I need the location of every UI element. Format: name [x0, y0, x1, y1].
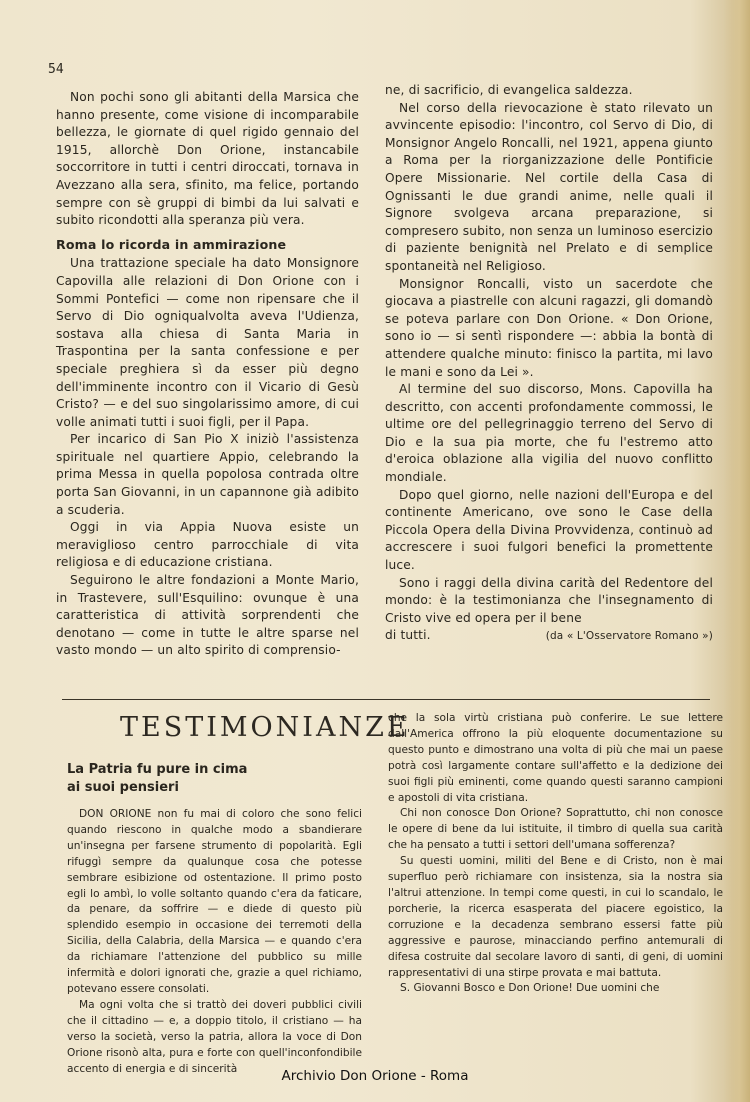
upper-right-column: [385, 82, 713, 646]
upper-left-column: [56, 89, 359, 660]
paragraph: Non pochi sono gli abitanti della Marsica che hanno presente, come visione di incomparabile bellezza, le giornate di quel rigido gennaio del 1915, allorchè Don Orione, instancabile soccorritore in tutti i centri diroccati, tornava in Avezzano alla sera, sfinito, ma felice, portando sempre con sè gruppi di bimbi da lui salvati e subito ricondotti alla speranza più vera.: [56, 90, 359, 228]
paragraph: ne, di sacrificio, di evangelica saldezza.: [385, 83, 633, 97]
subheading-line: La Patria fu pure in cima: [67, 762, 248, 777]
paragraph: Su questi uomini, militi del Bene e di Cristo, non è mai superfluo però richiamare con insistenza, sia la nostra sia l'altrui attenzione. In tempi come questi, in cui lo scandalo, le porcherie, la ricerca esasperata del piacere egoistico, la corruzione e la decadenza sembrano essersi fatte più aggressive e paurose, minacciando perfino antemurali di difesa costruite dal secolare lavoro di santi, di geni, di uomini rappresentativi di una stirpe provata e mai battuta.: [388, 855, 723, 979]
paragraph: Monsignor Roncalli, visto un sacerdote che giocava a piastrelle con alcuni ragazzi, gli domandò se poteva parlare con Don Orione. « Don Orione, sono io — si sentì rispondere —: abbia la bontà di attendere qualche minuto: finisco la partita, mi lavo le mani e sono da Lei ».: [385, 276, 713, 379]
paragraph: Per incarico di San Pio X iniziò l'assistenza spirituale nel quartiere Appio, celebrando la prima Messa in quella popolosa contrada oltre porta San Giovanni, in un capannone già adibito a scuderia.: [56, 432, 359, 517]
paragraph: Sono i raggi della divina carità del Redentore del mondo: è la testimonianza che l'insegnamento di Cristo vive ed opera per il bene: [385, 575, 713, 625]
source-attribution: (da « L'Osservatore Romano »): [545, 630, 713, 643]
section-title: TESTIMONIANZE: [120, 712, 410, 743]
article-subheading: [67, 761, 362, 797]
paragraph: Chi non conosce Don Orione? Soprattutto, chi non conosce le opere di bene da lui istituite, il timbro di quella sua carità che ha pensato a tutti i settori dell'umana sofferenza?: [388, 807, 723, 852]
paragraph: Nel corso della rievocazione è stato rilevato un avvincente episodio: l'incontro, col Servo di Dio, di Monsignor Angelo Roncalli, nel 1921, appena giunto a Roma per la riorganizzazione delle Pontificie Opere Missionarie. Nel cortile della Casa di Ognissanti le due grandi anime, nelle quali il Signore svolgeva arcana preparazione, si compresero subito, non senza un luminoso esercizio di paziente benignità nel Prelato e di semplice spontaneità nel Religioso.: [385, 100, 713, 273]
paragraph: Una trattazione speciale ha dato Monsignore Capovilla alle relazioni di Don Orione con i Sommi Pontefici — come non ripensare che il Servo di Dio ogniqualvolta aveva l'Udienza, sostava alla chiesa di Santa Maria in Traspontina per la santa confessione e per speciale preghiera sì da esser più degno dell'imminente incontro con il Vicario di Gesù Cristo? — e del suo singolarissimo amore, di cui volle animati tutti i suoi figli, per il Papa.: [56, 256, 359, 429]
page-number: 54: [48, 62, 64, 77]
section-heading: Roma lo ricorda in ammirazione: [56, 236, 287, 252]
archive-footer: Archivio Don Orione - Roma: [281, 1068, 469, 1084]
paragraph: Al termine del suo discorso, Mons. Capovilla ha descritto, con accenti profondamente commossi, le ultime ore del pellegrinaggio terreno del Servo di Dio e la sua pia morte, che fu l'estremo atto d'eroica oblazione alla vigilia del nuovo conflitto mondiale.: [385, 382, 713, 485]
lower-right-column: [388, 711, 723, 997]
lower-left-column: [67, 761, 362, 1077]
section-divider: [62, 699, 710, 700]
paragraph: DON ORIONE non fu mai di coloro che sono felici quando riescono in qualche modo a sbandierare un'insegna per farsene strumento di popolarità. Egli rifuggì sempre da qualunque cosa che potesse sembrare esibizione od ostentazione. Il primo posto egli lo ambì, lo volle soltanto quando c'era da faticare, da penare, da soffrire — e diede di questo più splendido esempio in occasione dei terremoti della Sicilia, della Calabria, della Marsica — e quando c'era da richiamare l'attenzione del pubblico su mille infermità e dolori ignorati che, grazie a quel richiamo, potevano essere consolati.: [67, 808, 362, 995]
paragraph-end: di tutti.: [385, 628, 431, 643]
paragraph: Seguirono le altre fondazioni a Monte Mario, in Trastevere, sull'Esquilino: ovunque è una caratteristica di attività sorprendenti che denotano — come in tutte le altre sparse nel vasto mondo — un alto spirito di comprensio-: [56, 573, 359, 658]
paragraph: Ma ogni volta che si trattò dei doveri pubblici civili che il cittadino — e, a doppio titolo, il cristiano — ha verso la società, verso la patria, allora la voce di Don Orione risonò alta, pura e forte con quell'inconfondibile accento di energia e di sincerità: [67, 998, 362, 1075]
paragraph: Oggi in via Appia Nuova esiste un meraviglioso centro parrocchiale di vita religiosa e di educazione cristiana.: [56, 520, 359, 570]
closing-line: [385, 627, 713, 646]
paragraph: che la sola virtù cristiana può conferire. Le sue lettere dall'America offrono la più eloquente documentazione su questo punto e dimostrano una volta di più che mai un paese potrà così largamente contare sull'affetto e la dedizione dei suoi figli più eminenti, come quando questi saranno campioni e apostoli di vita cristiana.: [388, 712, 723, 804]
paragraph: S. Giovanni Bosco e Don Orione! Due uomini che: [400, 982, 660, 995]
page-edge: [724, 0, 750, 1102]
subheading-line: ai suoi pensieri: [67, 780, 179, 795]
paragraph: Dopo quel giorno, nelle nazioni dell'Europa e del continente Americano, ove sono le Case della Piccola Opera della Divina Provvidenza, continuò ad accrescere i suoi fulgori benefici la promettente luce.: [385, 487, 713, 573]
